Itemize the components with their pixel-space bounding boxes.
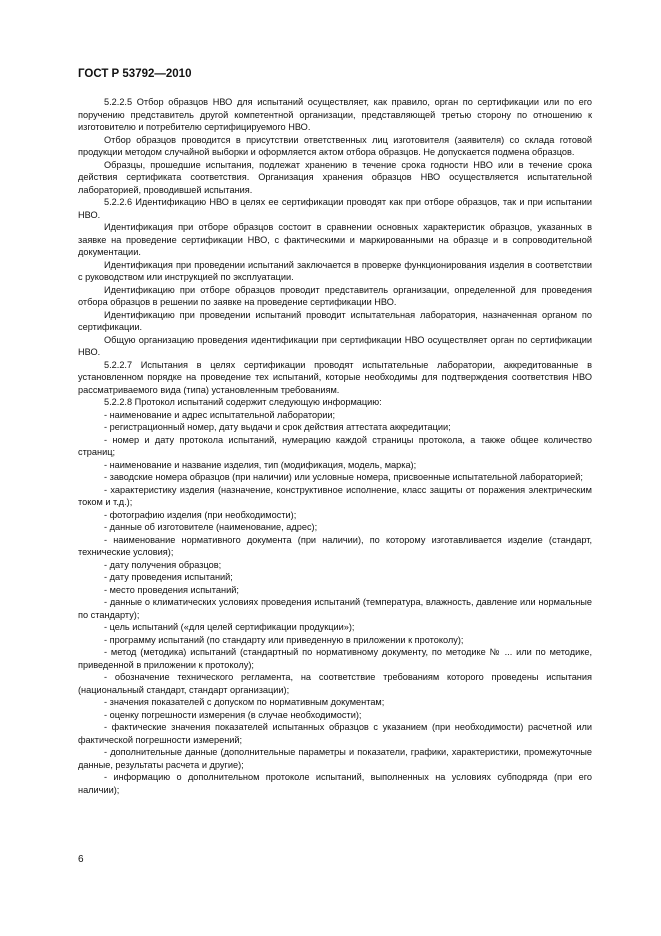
paragraph: - значения показателей с допуском по нормативным документам; [104, 697, 385, 707]
paragraph: Образцы, прошедшие испытания, подлежат хранению в течение срока годности НВО или в течение срока действия сертификата соответствия. Организация хранения образцов НВО осуществляется испытательной лабораторией, проводившей испытания. [78, 159, 592, 195]
paragraph: - характеристику изделия (назначение, конструктивное исполнение, класс защиты от поражения электрическим током и т.д.); [78, 484, 592, 507]
paragraph: 5.2.2.7 Испытания в целях сертификации проводят испытательные лаборатории, аккредитованные в установленном порядке на проведение тех испытаний, которые необходимы для подтверждения соответствия НВО рассматриваемого вида (типа) установленным требованиям. [78, 359, 592, 395]
paragraph: Идентификацию при отборе образцов проводит представитель организации, определенной для проведения отбора образцов в решении по заявке на проведение сертификации НВО. [78, 284, 592, 307]
paragraph: Идентификация при отборе образцов состоит в сравнении основных характеристик образцов, указанных в заявке на проведение сертификации НВО, с фактическими и маркированными на образце и в сопроводительной документации. [78, 222, 592, 257]
paragraph: Отбор образцов проводится в присутствии ответственных лиц изготовителя (заявителя) со склада готовой продукции методом случайной выборки и оформляется актом отбора образцов. Не допускается подмена образцов. [78, 134, 592, 157]
paragraph: - дополнительные данные (дополнительные параметры и показатели, графики, характеристики, промежуточные данные, результаты расчета и другие); [78, 747, 592, 770]
paragraph: - фактические значения показателей испытанных образцов с указанием (при необходимости) расчетной или фактической погрешности измерений; [78, 722, 592, 745]
paragraph: Общую организацию проведения идентификации при сертификации НВО осуществляет орган по сертификации НВО. [78, 334, 592, 357]
document-header: ГОСТ Р 53792—2010 [78, 68, 192, 80]
paragraph: - данные о климатических условиях проведения испытаний (температура, влажность, давление или нормальные по стандарту); [78, 597, 592, 620]
paragraph: - обозначение технического регламента, на соответствие требованиям которого проведены испытания (национальный стандарт, стандарт организации); [78, 672, 592, 695]
paragraph: - наименование и адрес испытательной лаборатории; [104, 409, 336, 420]
paragraph: - заводские номера образцов (при наличии) или условные номера, присвоенные испытательной лабораторией; [104, 472, 583, 482]
paragraph: Идентификация при проведении испытаний заключается в проверке функционирования изделия в соответствии с руководством или инструкцией по эксплуатации. [78, 259, 592, 282]
paragraph: - фотографию изделия (при необходимости); [104, 509, 297, 520]
paragraph: - дату получения образцов; [104, 559, 222, 570]
paragraph: 5.2.2.6 Идентификацию НВО в целях ее сертификации проводят как при отборе образцов, так и при испытании НВО. [78, 197, 592, 220]
paragraph: - регистрационный номер, дату выдачи и срок действия аттестата аккредитации; [104, 422, 451, 432]
paragraph: - наименование нормативного документа (при наличии), по которому изготавливается изделие (стандарт, технические условия); [78, 534, 592, 557]
paragraph: - дату проведения испытаний; [104, 572, 233, 582]
paragraph: Идентификацию при проведении испытаний проводит испытательная лаборатория, назначенная органом по сертификации. [78, 309, 592, 332]
paragraph: - номер и дату протокола испытаний, нумерацию каждой страницы протокола, а также общее количество страниц; [78, 434, 592, 457]
paragraph: - оценку погрешности измерения (в случае необходимости); [104, 709, 362, 720]
paragraph: - цель испытаний («для целей сертификации продукции»); [104, 622, 355, 632]
paragraph: 5.2.2.8 Протокол испытаний содержит следующую информацию: [104, 397, 382, 407]
paragraph: - информацию о дополнительном протоколе испытаний, выполненных на условиях субподряда (при его наличии); [78, 772, 592, 795]
paragraph: 5.2.2.5 Отбор образцов НВО для испытаний осуществляет, как правило, орган по сертификации или по его поручению представитель другой компетентной организации, представляющей третью сторону по отношению к изготовителю и потребителю сертифицируемого НВО. [78, 97, 592, 132]
paragraph: - наименование и название изделия, тип (модификация, модель, марка); [104, 459, 417, 470]
paragraph: - данные об изготовителе (наименование, адрес); [104, 522, 318, 532]
paragraph: - место проведения испытаний; [104, 584, 239, 595]
paragraph: - программу испытаний (по стандарту или приведенную в приложении к протоколу); [104, 634, 464, 645]
document-body [78, 96, 592, 796]
paragraph: - метод (методика) испытаний (стандартный по нормативному документу, по методике № ... или по методике, приведенной в приложении к протоколу); [78, 647, 592, 670]
page-number: 6 [78, 854, 84, 865]
